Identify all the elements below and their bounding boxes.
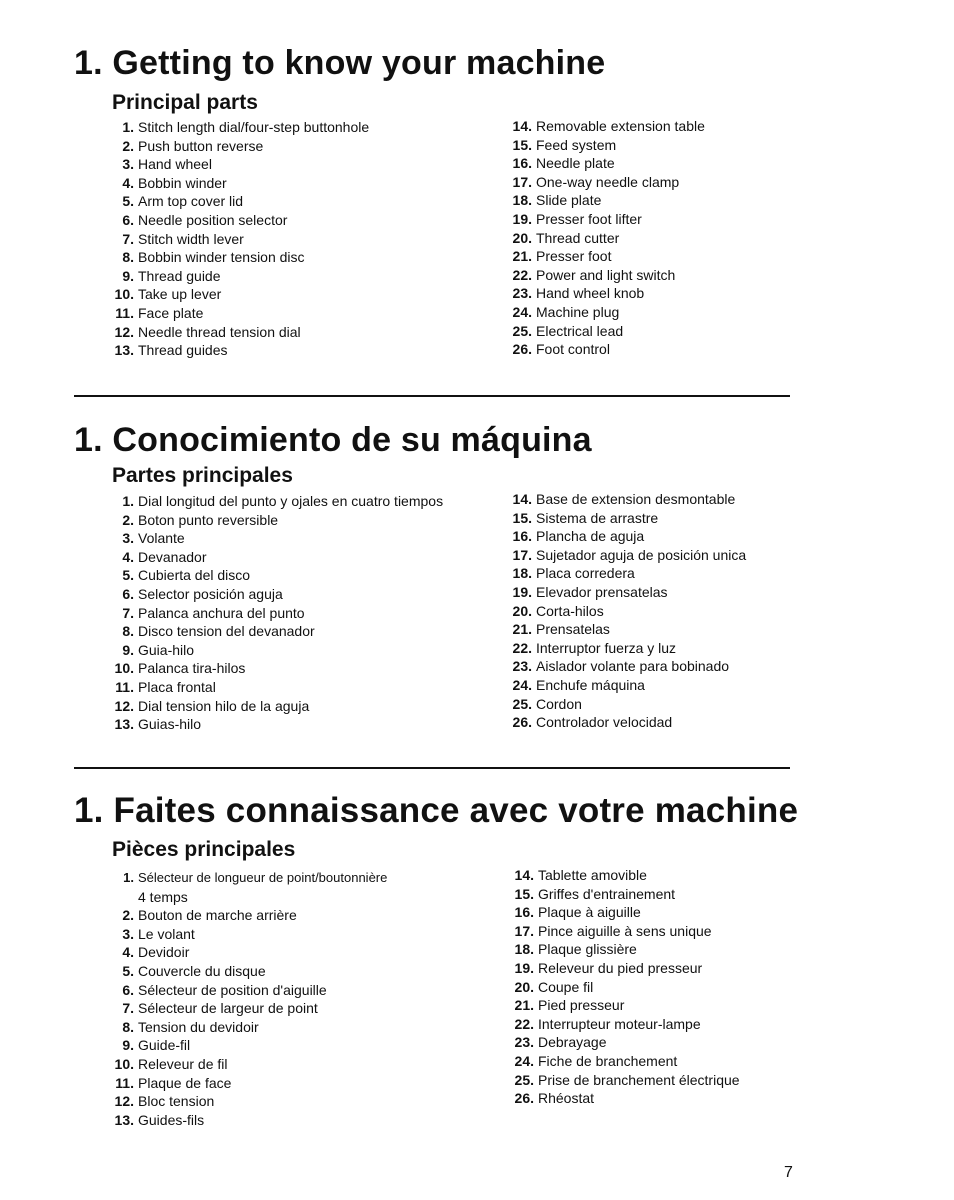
item-number: 3. bbox=[122, 156, 134, 173]
item-text: Releveur de fil bbox=[138, 1055, 228, 1072]
list-item bbox=[112, 137, 369, 156]
list-item bbox=[510, 173, 705, 192]
item-text: Thread guide bbox=[138, 267, 221, 284]
list-item bbox=[112, 304, 369, 323]
list-item bbox=[112, 118, 369, 137]
item-text: Palanca anchura del punto bbox=[138, 604, 305, 621]
list-item bbox=[512, 1033, 740, 1052]
list-item bbox=[112, 155, 369, 174]
item-text: Plancha de aguja bbox=[536, 528, 645, 545]
list-item bbox=[512, 1052, 740, 1071]
item-number: 13. bbox=[114, 342, 134, 359]
item-text: Interruptor fuerza y luz bbox=[536, 639, 677, 656]
list-item bbox=[112, 659, 443, 678]
item-number: 15. bbox=[512, 509, 532, 526]
parts-list-left bbox=[112, 492, 443, 734]
item-text: Guias-hilo bbox=[138, 716, 202, 733]
item-text: Rhéostat bbox=[538, 1090, 595, 1107]
item-number: 11. bbox=[115, 678, 134, 695]
item-number: 11. bbox=[115, 304, 134, 321]
parts-list-right bbox=[510, 117, 705, 359]
item-text: Guides-fils bbox=[138, 1111, 205, 1128]
item-number: 8. bbox=[122, 1018, 134, 1035]
section-subtitle: Pièces principales bbox=[112, 838, 296, 861]
item-text: Take up lever bbox=[138, 286, 222, 303]
list-item bbox=[112, 604, 443, 623]
list-item-continuation bbox=[112, 888, 387, 907]
parts-list-right bbox=[510, 490, 746, 732]
item-number: 6. bbox=[122, 211, 134, 228]
item-text: Controlador velocidad bbox=[536, 714, 673, 731]
item-text: Stitch length dial/four-step buttonhole bbox=[138, 119, 370, 135]
list-item bbox=[510, 602, 746, 621]
item-number: 1. bbox=[123, 870, 134, 885]
item-number: 8. bbox=[122, 249, 134, 266]
list-item bbox=[510, 154, 705, 173]
item-text: Plaque glissière bbox=[538, 941, 637, 958]
item-text: Presser foot bbox=[536, 248, 612, 265]
item-number: 14. bbox=[512, 118, 532, 134]
item-text: Selector posición aguja bbox=[138, 585, 283, 602]
item-number: 2. bbox=[122, 511, 134, 528]
list-item bbox=[510, 564, 746, 583]
item-text: Elevador prensatelas bbox=[536, 583, 668, 600]
item-number: 26. bbox=[514, 1090, 534, 1107]
item-text: Sélecteur de longueur de point/boutonnière bbox=[138, 870, 388, 885]
list-item bbox=[510, 695, 746, 714]
list-item bbox=[512, 885, 740, 904]
list-item bbox=[112, 622, 443, 641]
item-text: Palanca tira-hilos bbox=[138, 660, 246, 677]
list-item bbox=[112, 174, 369, 193]
item-text: Dial tension hilo de la aguja bbox=[138, 697, 310, 714]
list-item bbox=[112, 1055, 387, 1074]
item-number: 20. bbox=[514, 978, 534, 995]
item-number: 14. bbox=[512, 491, 532, 507]
item-text: Removable extension table bbox=[536, 118, 705, 134]
item-number: 16. bbox=[512, 528, 532, 545]
item-text: Sistema de arrastre bbox=[536, 509, 659, 526]
list-item bbox=[512, 996, 740, 1015]
list-item bbox=[112, 678, 443, 697]
item-text: Fiche de branchement bbox=[538, 1052, 678, 1069]
list-item bbox=[510, 583, 746, 602]
section-title: 1. Getting to know your machine bbox=[74, 44, 606, 82]
item-text: Le volant bbox=[138, 925, 195, 942]
item-text: Thread guides bbox=[138, 342, 228, 359]
list-item bbox=[112, 192, 369, 211]
item-text: Griffes d'entrainement bbox=[538, 885, 676, 902]
list-item bbox=[510, 266, 705, 285]
list-item bbox=[510, 303, 705, 322]
item-text: Enchufe máquina bbox=[536, 676, 645, 693]
list-item bbox=[510, 490, 746, 509]
list-item bbox=[510, 713, 746, 732]
item-number: 1. bbox=[122, 493, 134, 509]
item-number: 23. bbox=[514, 1034, 534, 1051]
list-item bbox=[112, 230, 369, 249]
item-number: 22. bbox=[514, 1015, 534, 1032]
item-number: 9. bbox=[122, 267, 134, 284]
item-number: 11. bbox=[115, 1074, 134, 1091]
item-text: Sélecteur de largeur de point bbox=[138, 1000, 318, 1017]
item-text: Cubierta del disco bbox=[138, 567, 251, 584]
item-number: 10. bbox=[114, 660, 134, 677]
item-number: 6. bbox=[122, 585, 134, 602]
item-number: 5. bbox=[122, 193, 134, 210]
item-number: 12. bbox=[114, 323, 134, 340]
item-number: 24. bbox=[512, 303, 532, 320]
list-item bbox=[510, 546, 746, 565]
item-text: Base de extension desmontable bbox=[536, 491, 736, 507]
list-item bbox=[512, 1015, 740, 1034]
item-number: 7. bbox=[122, 604, 134, 621]
item-number: 18. bbox=[512, 565, 532, 582]
item-text: Releveur du pied presseur bbox=[538, 959, 703, 976]
item-text: Devidoir bbox=[138, 944, 190, 961]
item-text: Presser foot lifter bbox=[536, 210, 642, 227]
item-number: 26. bbox=[512, 714, 532, 731]
list-item bbox=[512, 1071, 740, 1090]
list-item bbox=[510, 340, 705, 359]
section-divider bbox=[74, 395, 790, 397]
item-text: Foot control bbox=[536, 341, 610, 358]
item-text: Guia-hilo bbox=[138, 641, 195, 658]
item-number: 4. bbox=[122, 548, 134, 565]
item-text: Machine plug bbox=[536, 303, 620, 320]
item-text: Needle thread tension dial bbox=[138, 323, 301, 340]
item-text: Feed system bbox=[536, 136, 617, 153]
list-item bbox=[512, 922, 740, 941]
item-text: Plaque de face bbox=[138, 1074, 232, 1091]
list-item bbox=[510, 620, 746, 639]
item-number: 23. bbox=[512, 285, 532, 302]
list-item bbox=[512, 978, 740, 997]
list-item bbox=[112, 906, 387, 925]
item-text: Coupe fil bbox=[538, 978, 594, 995]
item-number: 12. bbox=[114, 697, 134, 714]
section-subtitle: Principal parts bbox=[112, 91, 258, 114]
item-number: 19. bbox=[512, 210, 532, 227]
item-number: 15. bbox=[514, 885, 534, 902]
item-text: Sélecteur de position d'aiguille bbox=[138, 981, 327, 998]
item-number: 23. bbox=[512, 658, 532, 675]
section-title: 1. Faites connaissance avec votre machine bbox=[74, 791, 799, 830]
list-item bbox=[112, 1092, 387, 1111]
list-item bbox=[510, 136, 705, 155]
parts-list-right bbox=[512, 866, 740, 1108]
list-item bbox=[112, 1036, 387, 1055]
item-number: 7. bbox=[122, 230, 134, 247]
item-number: 7. bbox=[122, 1000, 134, 1017]
list-item bbox=[112, 999, 387, 1018]
item-number: 12. bbox=[114, 1093, 134, 1110]
item-text: 4 temps bbox=[138, 888, 188, 905]
item-number: 25. bbox=[512, 322, 532, 339]
list-item bbox=[510, 639, 746, 658]
item-number: 13. bbox=[114, 716, 134, 733]
list-item bbox=[112, 1111, 387, 1130]
list-item bbox=[510, 509, 746, 528]
list-item bbox=[512, 1089, 740, 1108]
item-text: Placa frontal bbox=[138, 678, 216, 695]
page-number: 7 bbox=[784, 1164, 793, 1181]
item-text: Bouton de marche arrière bbox=[138, 907, 297, 924]
list-item bbox=[112, 211, 369, 230]
item-text: Bloc tension bbox=[138, 1093, 215, 1110]
list-item bbox=[112, 566, 443, 585]
item-number: 25. bbox=[514, 1071, 534, 1088]
item-number: 15. bbox=[512, 136, 532, 153]
item-number: 20. bbox=[512, 229, 532, 246]
item-number: 1. bbox=[122, 119, 134, 135]
item-text: Needle plate bbox=[536, 155, 615, 172]
item-text: One-way needle clamp bbox=[536, 173, 680, 190]
list-item bbox=[510, 210, 705, 229]
item-number: 24. bbox=[512, 676, 532, 693]
item-number: 9. bbox=[122, 641, 134, 658]
item-number: 9. bbox=[122, 1037, 134, 1054]
item-text: Sujetador aguja de posición unica bbox=[536, 546, 747, 563]
list-item bbox=[510, 676, 746, 695]
item-number: 5. bbox=[122, 567, 134, 584]
parts-list-left bbox=[112, 118, 369, 360]
item-text: Bobbin winder bbox=[138, 174, 227, 191]
item-text: Face plate bbox=[138, 304, 204, 321]
item-text: Pied presseur bbox=[538, 997, 625, 1014]
item-number: 21. bbox=[512, 248, 532, 265]
item-text: Cordon bbox=[536, 695, 582, 712]
item-text: Push button reverse bbox=[138, 137, 264, 154]
list-item bbox=[510, 117, 705, 136]
item-text: Dial longitud del punto y ojales en cuatro tiempos bbox=[138, 493, 444, 509]
item-text: Devanador bbox=[138, 548, 207, 565]
item-text: Hand wheel bbox=[138, 156, 212, 173]
list-item bbox=[112, 641, 443, 660]
item-number: 17. bbox=[512, 173, 532, 190]
item-text: Guide-fil bbox=[138, 1037, 191, 1054]
item-text: Pince aiguille à sens unique bbox=[538, 922, 712, 939]
list-item bbox=[112, 323, 369, 342]
item-text: Prensatelas bbox=[536, 621, 610, 638]
list-item bbox=[510, 657, 746, 676]
item-number: 16. bbox=[512, 155, 532, 172]
list-item bbox=[512, 903, 740, 922]
item-text: Thread cutter bbox=[536, 229, 620, 246]
item-number: 2. bbox=[122, 907, 134, 924]
item-text: Tension du devidoir bbox=[138, 1018, 259, 1035]
item-number: 14. bbox=[514, 867, 534, 883]
list-item bbox=[112, 492, 443, 511]
section-subtitle: Partes principales bbox=[112, 464, 293, 487]
item-number: 6. bbox=[122, 981, 134, 998]
item-number: 25. bbox=[512, 695, 532, 712]
list-item bbox=[112, 585, 443, 604]
list-item bbox=[510, 322, 705, 341]
list-item bbox=[112, 981, 387, 1000]
item-text: Arm top cover lid bbox=[138, 193, 244, 210]
parts-list-left bbox=[112, 869, 387, 1129]
list-item bbox=[112, 715, 443, 734]
item-text: Slide plate bbox=[536, 192, 602, 209]
item-number: 22. bbox=[512, 266, 532, 283]
item-number: 3. bbox=[122, 530, 134, 547]
list-item bbox=[112, 511, 443, 530]
item-text: Stitch width lever bbox=[138, 230, 244, 247]
list-item bbox=[112, 285, 369, 304]
list-item bbox=[112, 1074, 387, 1093]
list-item bbox=[510, 229, 705, 248]
list-item bbox=[112, 962, 387, 981]
item-number: 3. bbox=[122, 925, 134, 942]
item-text: Plaque à aiguille bbox=[538, 904, 641, 921]
list-item bbox=[112, 341, 369, 360]
section-title: 1. Conocimiento de su máquina bbox=[74, 421, 592, 459]
item-number: 26. bbox=[512, 341, 532, 358]
item-number: 22. bbox=[512, 639, 532, 656]
item-text: Disco tension del devanador bbox=[138, 623, 315, 640]
item-number: 16. bbox=[514, 904, 534, 921]
item-number: 17. bbox=[512, 546, 532, 563]
list-item bbox=[112, 248, 369, 267]
item-number: 18. bbox=[514, 941, 534, 958]
item-number: 10. bbox=[114, 1055, 134, 1072]
item-text: Couvercle du disque bbox=[138, 962, 266, 979]
list-item bbox=[112, 869, 387, 888]
list-item bbox=[112, 925, 387, 944]
item-text: Hand wheel knob bbox=[536, 285, 645, 302]
list-item bbox=[112, 267, 369, 286]
item-number: 18. bbox=[512, 192, 532, 209]
list-item bbox=[112, 697, 443, 716]
item-text: Power and light switch bbox=[536, 266, 676, 283]
list-item bbox=[510, 284, 705, 303]
list-item bbox=[112, 1018, 387, 1037]
item-number: 19. bbox=[512, 583, 532, 600]
item-number: 2. bbox=[122, 137, 134, 154]
list-item bbox=[512, 866, 740, 885]
list-item bbox=[512, 940, 740, 959]
item-number: 19. bbox=[514, 959, 534, 976]
item-text: Debrayage bbox=[538, 1034, 607, 1051]
list-item bbox=[112, 943, 387, 962]
list-item bbox=[112, 529, 443, 548]
item-number: 21. bbox=[512, 621, 532, 638]
item-text: Prise de branchement électrique bbox=[538, 1071, 740, 1088]
item-text: Aislador volante para bobinado bbox=[536, 658, 730, 675]
item-number: 13. bbox=[114, 1111, 134, 1128]
item-text: Volante bbox=[138, 530, 185, 547]
list-item bbox=[112, 548, 443, 567]
item-number: 24. bbox=[514, 1052, 534, 1069]
item-text: Interrupteur moteur-lampe bbox=[538, 1015, 701, 1032]
item-text: Placa corredera bbox=[536, 565, 635, 582]
item-number: 8. bbox=[122, 623, 134, 640]
item-number: 20. bbox=[512, 602, 532, 619]
item-text: Needle position selector bbox=[138, 211, 288, 228]
item-text: Boton punto reversible bbox=[138, 511, 279, 528]
item-number: 4. bbox=[122, 944, 134, 961]
item-text: Corta-hilos bbox=[536, 602, 604, 619]
section-divider bbox=[74, 767, 790, 769]
item-text: Bobbin winder tension disc bbox=[138, 249, 305, 266]
list-item bbox=[510, 527, 746, 546]
item-text: Tablette amovible bbox=[538, 867, 647, 883]
item-number: 21. bbox=[514, 997, 534, 1014]
item-number: 10. bbox=[114, 286, 134, 303]
item-number: 4. bbox=[122, 174, 134, 191]
list-item bbox=[510, 247, 705, 266]
list-item bbox=[512, 959, 740, 978]
list-item bbox=[510, 191, 705, 210]
item-number: 17. bbox=[514, 922, 534, 939]
item-text: Electrical lead bbox=[536, 322, 624, 339]
item-number: 5. bbox=[122, 962, 134, 979]
